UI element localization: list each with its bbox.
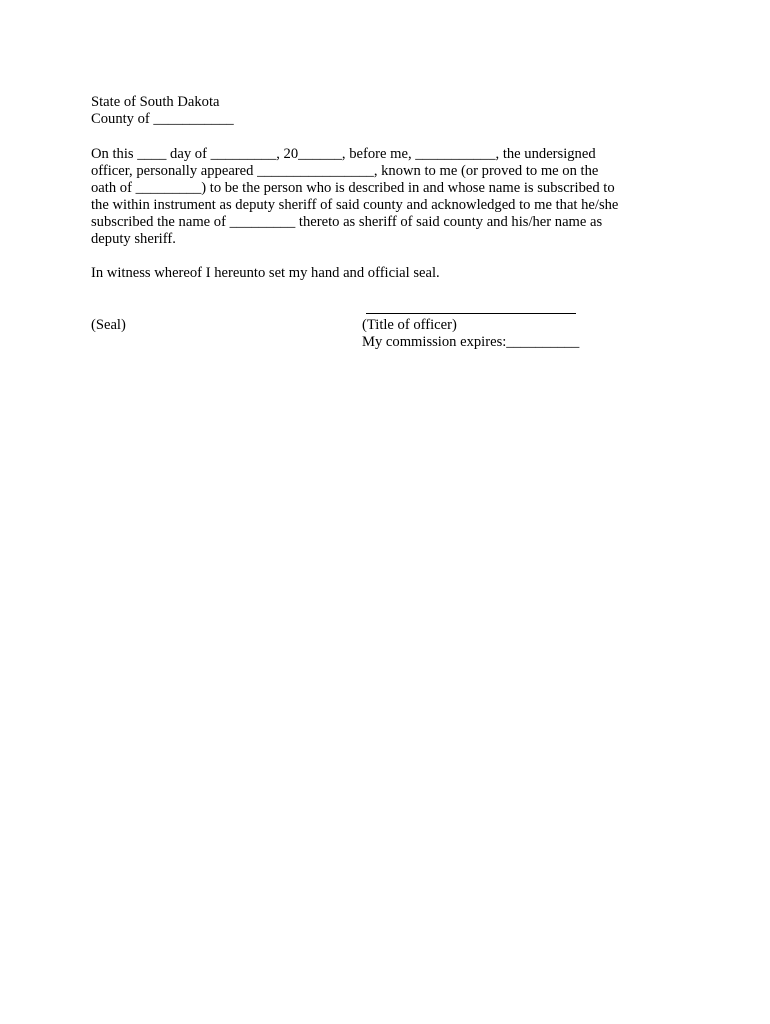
- county-heading: County of ___________: [91, 111, 234, 127]
- paragraph-line: the within instrument as deputy sheriff of said county and acknowledged to me that he/she: [91, 197, 619, 213]
- officer-title-label: (Title of officer): [362, 317, 457, 333]
- paragraph-line: subscribed the name of _________ thereto as sheriff of said county and his/her name as: [91, 214, 603, 230]
- signature-line: [366, 313, 576, 314]
- paragraph-line: deputy sheriff.: [91, 231, 176, 247]
- paragraph-line: On this ____ day of _________, 20______, before me, ___________, the undersigned: [91, 146, 596, 162]
- paragraph-line: officer, personally appeared ________________, known to me (or proved to me on the: [91, 163, 599, 179]
- seal-label: (Seal): [91, 317, 126, 333]
- state-heading: State of South Dakota: [91, 94, 220, 110]
- paragraph-line: oath of _________) to be the person who is described in and whose name is subscribed to: [91, 180, 615, 196]
- witness-statement: In witness whereof I hereunto set my hand and official seal.: [91, 265, 440, 281]
- commission-expiry-label: My commission expires:__________: [362, 334, 580, 350]
